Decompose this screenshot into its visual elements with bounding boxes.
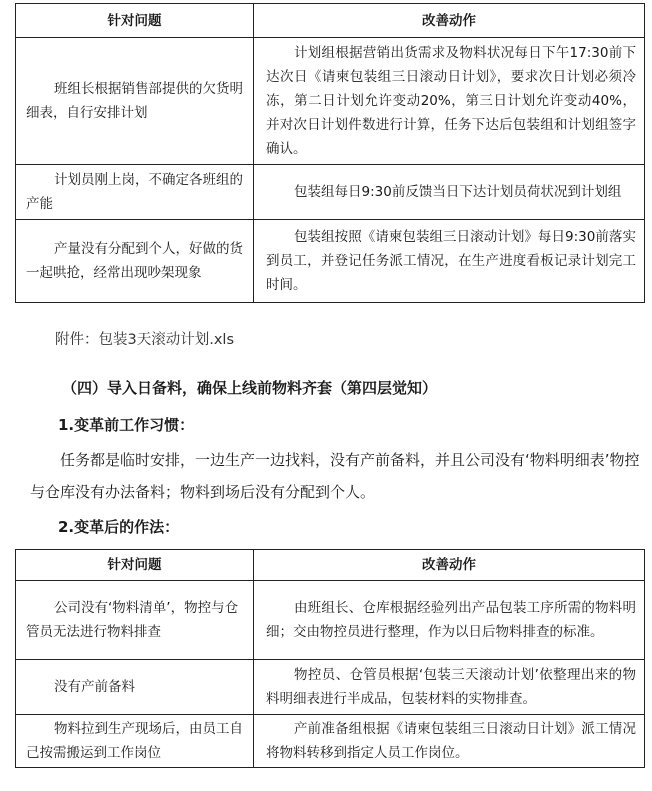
problem-cell: 产量没有分配到个人，好做的货一起哄抢，经常出现吵架现象 (16, 220, 254, 303)
problem-cell: 班组长根据销售部提供的欠货明细表，自行安排计划 (16, 38, 254, 165)
action-cell: 物控员、仓管员根据‘包装三天滚动计划’依整理出来的物料明细表进行半成品，包装材料的实物排查。 (254, 660, 645, 715)
header-action: 改善动作 (254, 550, 645, 581)
heading-after: 2.变革后的作法： (58, 518, 180, 536)
problem-cell: 物料拉到生产现场后，由员工自己按需搬运到工作岗位 (16, 715, 254, 768)
attachment-note: 附件：包装3天滚动计划.xls (55, 332, 234, 348)
improvement-table-1 (15, 3, 645, 303)
action-cell: 产前准备组根据《请柬包装组三日滚动日计划》派工情况将物料转移到指定人员工作岗位。 (254, 715, 645, 768)
before-paragraph: 任务都是临时安排，一边生产一边找料，没有产前备料，并且公司没有‘物料明细表’物控与仓库没有办法备料；物料到场后没有分配到个人。 (30, 451, 640, 501)
problem-cell: 公司没有‘物料清单’，物控与仓管员无法进行物料排查 (16, 581, 254, 660)
section-title: （四）导入日备料，确保上线前物料齐套（第四层觉知） (62, 379, 438, 397)
header-problem: 针对问题 (16, 4, 254, 38)
header-action: 改善动作 (254, 4, 645, 38)
action-cell: 包装组每日9:30前反馈当日下达计划员荷状况到计划组 (254, 165, 645, 220)
action-cell: 包装组按照《请柬包装组三日滚动计划》每日9:30前落实到员工，并登记任务派工情况，在生产进度看板记录计划完工时间。 (254, 220, 645, 303)
action-cell: 计划组根据营销出货需求及物料状况每日下午17:30前下达次日《请柬包装组三日滚动日计划》，要求次日计划必须冷冻，第二日计划允许变动20%，第三日计划允许变动40%，并对次日计划件数进行计算，任务下达后包装组和计划组签字确认。 (254, 38, 645, 165)
problem-cell: 计划员刚上岗，不确定各班组的产能 (16, 165, 254, 220)
improvement-table-2 (15, 549, 645, 768)
heading-before: 1.变革前工作习惯： (58, 416, 195, 434)
header-problem: 针对问题 (16, 550, 254, 581)
problem-cell: 没有产前备料 (16, 660, 254, 715)
action-cell: 由班组长、仓库根据经验列出产品包装工序所需的物料明细；交由物控员进行整理，作为以日后物料排查的标准。 (254, 581, 645, 660)
